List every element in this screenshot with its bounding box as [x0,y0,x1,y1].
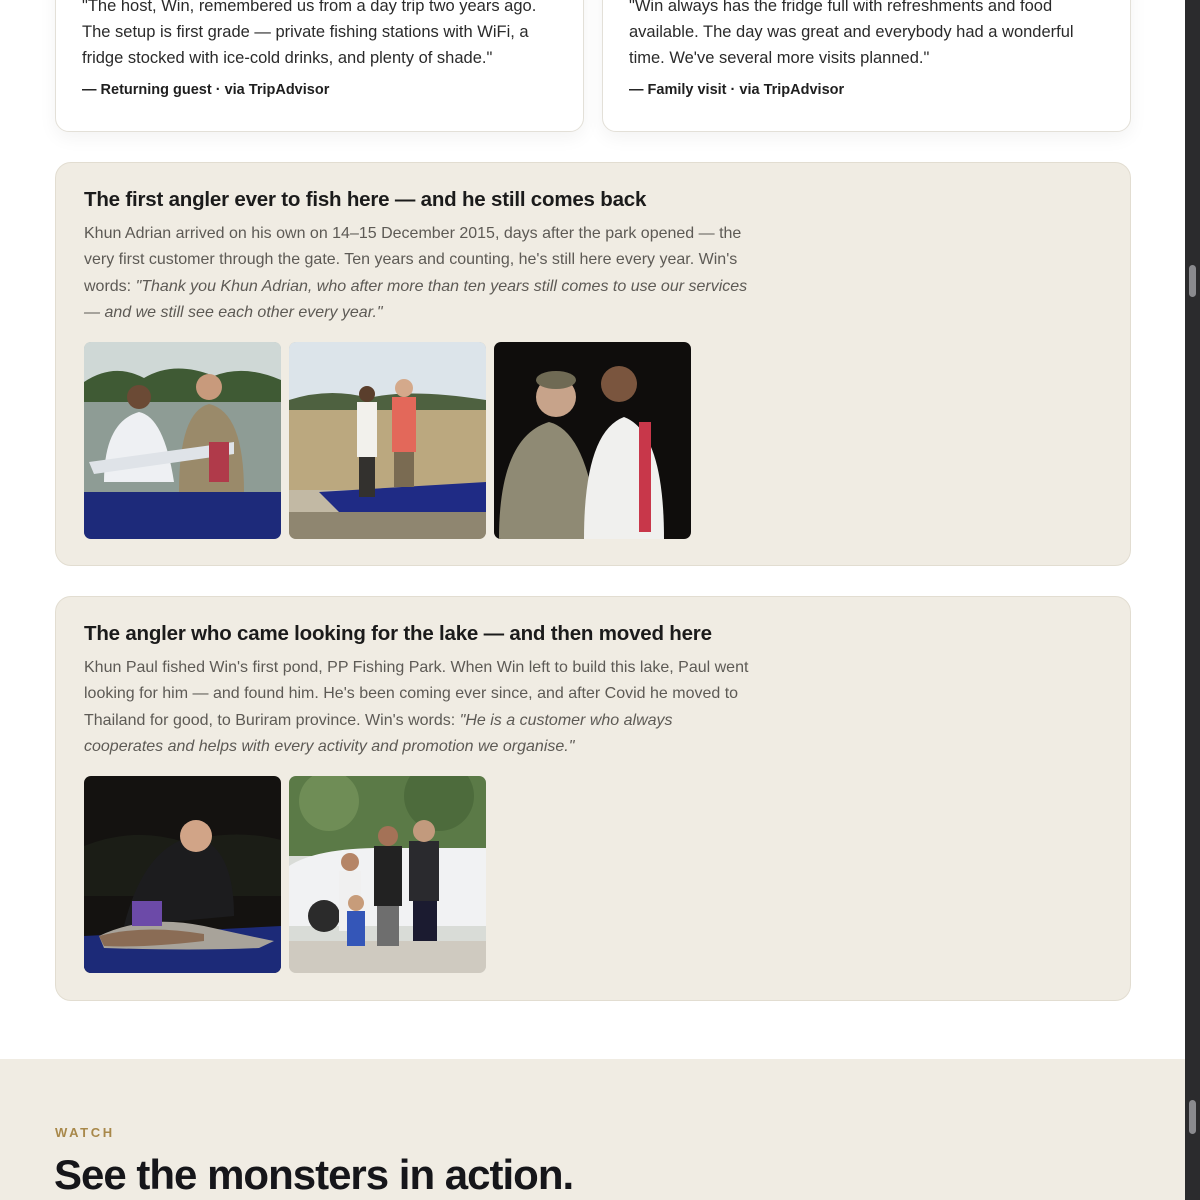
review-quote: "Win always has the fridge full with refreshments and food available. The day was great and everybody had a wonderful time. We've several more visits planned." [629,0,1074,67]
story-body [84,221,754,326]
review-card [602,0,1131,132]
photo-adrian-lakeside[interactable] [289,342,486,539]
story-quote: "Thank you Khun Adrian, who after more than ten years still comes to use our services — and we still see each other every year." [84,277,748,321]
story-card-moved-here [55,596,1131,1001]
review-attribution: — Family visit · via TripAdvisor [629,82,845,98]
photo-paul-family[interactable] [289,776,486,973]
photo-adrian-night[interactable] [494,342,691,539]
story-quote: "He is a customer who always cooperates and helps with every activity and promotion we organise." [84,711,673,755]
review-attribution: — Returning guest · via TripAdvisor [82,82,330,98]
story-text: Khun Adrian arrived on his own on 14–15 December 2015, days after the park opened — the very first customer through the gate. Ten years and counting, he's still here every year. Win's words: [84,225,742,295]
scrollbar-thumb[interactable] [1189,1100,1196,1134]
story-title: The first angler ever to fish here — and he still comes back [84,188,647,211]
photo-row [84,776,486,973]
review-quote: "The host, Win, remembered us from a day trip two years ago. The setup is first grade — private fishing stations with WiFi, a fridge stocked with ice-cold drinks, and plenty of shade." [82,0,537,67]
story-text: Khun Paul fished Win's first pond, PP Fishing Park. When Win left to build this lake, Paul went looking for him — and found him. He's been coming ever since, and after Covid he moved to Thailand for good, to Buriram province. Win's words: [84,659,749,729]
photo-adrian-catch[interactable] [84,342,281,539]
scrollbar-thumb[interactable] [1189,265,1196,297]
section-heading: See the monsters in action. [54,1151,574,1198]
story-body [84,655,754,760]
photo-row [84,342,691,539]
photo-paul-catch[interactable] [84,776,281,973]
story-title: The angler who came looking for the lake — and then moved here [84,622,712,645]
section-eyebrow: WATCH [55,1125,115,1140]
watch-section [0,1059,1185,1200]
story-card-first-angler [55,162,1131,566]
review-card [55,0,584,132]
scrollbar-gutter[interactable] [1185,0,1200,1200]
